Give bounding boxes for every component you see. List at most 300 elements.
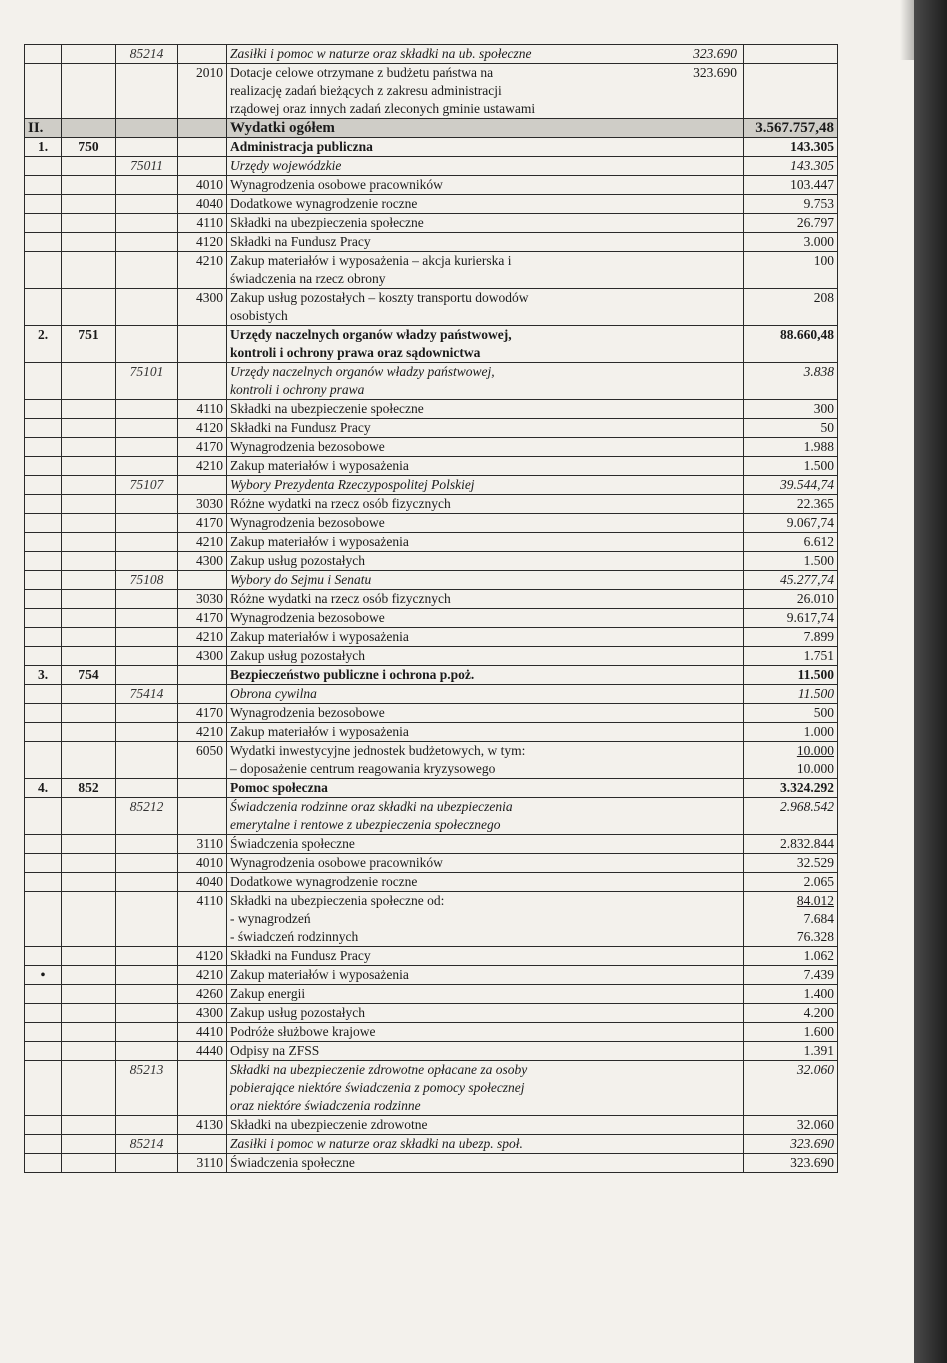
rozdzial-code [116,214,178,233]
table-row [25,647,838,666]
table-row [25,64,838,119]
description-line: Zakup materiałów i wyposażenia [230,629,409,644]
description-cell [227,252,744,289]
paragraf-code: 3030 [178,495,227,514]
scan-shadow [900,0,914,60]
description-cell [227,742,744,779]
item-number [25,1135,62,1154]
description-cell [227,647,744,666]
item-number [25,1061,62,1116]
description-line: Urzędy naczelnych organów władzy państwowej, [230,364,495,379]
amount-cell [744,233,838,252]
amount-value: 3.567.757,48 [755,120,834,136]
amount-value: 2.832.844 [780,836,834,851]
paragraf-code [178,326,227,363]
rozdzial-code [116,985,178,1004]
item-number: 4. [25,779,62,798]
dzial-code [62,514,116,533]
amount-cell [744,723,838,742]
dzial-code [62,947,116,966]
amount-value: 32.060 [796,1117,834,1132]
rozdzial-code [116,835,178,854]
paragraf-code [178,157,227,176]
description-cell [227,1154,744,1173]
amount-cell [744,798,838,835]
item-number [25,742,62,779]
amount-value: 3.324.292 [780,780,834,795]
table-row [25,985,838,1004]
item-number [25,400,62,419]
table-row [25,1154,838,1173]
paragraf-code: 4210 [178,457,227,476]
dzial-code: 751 [62,326,116,363]
table-row [25,798,838,835]
item-number [25,892,62,947]
description-cell [227,119,744,138]
description-line: kontroli i ochrony prawa [230,382,365,397]
amount-value: 9.067,74 [786,515,834,530]
paragraf-code: 4110 [178,214,227,233]
table-row [25,609,838,628]
item-number [25,195,62,214]
amount-value: 11.500 [797,686,834,701]
dzial-code [62,704,116,723]
paragraf-code [178,685,227,704]
amount-value: 323.690 [693,46,737,61]
table-row [25,1061,838,1116]
dzial-code [62,233,116,252]
paragraf-code [178,119,227,138]
paragraf-code: 3110 [178,1154,227,1173]
dzial-code [62,1061,116,1116]
table-row [25,571,838,590]
rozdzial-code [116,723,178,742]
item-number [25,495,62,514]
description-line: Składki na Fundusz Pracy [230,420,371,435]
dzial-code [62,892,116,947]
amount-value: 10.000 [796,761,834,776]
item-number [25,289,62,326]
item-number [25,233,62,252]
table-row [25,214,838,233]
description-line: Składki na ubezpieczenia społeczne od: [230,893,445,908]
dzial-code [62,742,116,779]
description-line: osobistych [230,308,288,323]
paragraf-code [178,779,227,798]
paragraf-code [178,1061,227,1116]
amount-value: 6.612 [803,534,834,549]
rozdzial-code [116,64,178,119]
amount-cell [744,176,838,195]
rozdzial-code [116,138,178,157]
rozdzial-code [116,1154,178,1173]
paragraf-code [178,363,227,400]
description-cell [227,798,744,835]
dzial-code: 754 [62,666,116,685]
item-number [25,252,62,289]
dzial-code [62,571,116,590]
table-row [25,947,838,966]
rozdzial-code [116,233,178,252]
rozdzial-code [116,495,178,514]
description-line: Świadczenia społeczne [230,836,355,851]
paragraf-code [178,1135,227,1154]
paragraf-code: 4210 [178,252,227,289]
amount-cell [744,1154,838,1173]
item-number [25,1042,62,1061]
amount-value: 208 [813,290,834,305]
paragraf-code: 4040 [178,873,227,892]
table-row [25,704,838,723]
description-line: Wynagrodzenia bezosobowe [230,610,385,625]
description-cell [227,495,744,514]
paragraf-code: 4110 [178,400,227,419]
description-cell [227,1116,744,1135]
rozdzial-code [116,966,178,985]
description-line: Bezpieczeństwo publiczne i ochrona p.poż. [230,667,475,682]
paragraf-code [178,571,227,590]
rozdzial-code [116,590,178,609]
table-row [25,233,838,252]
description-cell [227,138,744,157]
amount-cell [744,590,838,609]
amount-value: 32.060 [796,1062,834,1077]
dzial-code [62,1042,116,1061]
rozdzial-code [116,666,178,685]
paragraf-code: 4210 [178,966,227,985]
table-row [25,1004,838,1023]
description-cell [227,590,744,609]
amount-value: 9.617,74 [786,610,834,625]
description-line: Wydatki ogółem [230,120,335,136]
amount-value: 22.365 [796,496,834,511]
amount-value: 39.544,74 [780,477,834,492]
description-line: Składki na ubezpieczenia społeczne [230,215,424,230]
amount-cell [744,1023,838,1042]
table-row [25,552,838,571]
table-row [25,892,838,947]
description-line: Składki na ubezpieczenie zdrowotne opłacane za osoby [230,1062,528,1077]
amount-cell [744,892,838,947]
description-line: Zakup materiałów i wyposażenia [230,458,409,473]
rozdzial-code [116,326,178,363]
item-number [25,685,62,704]
amount-value: 7.439 [803,967,834,982]
description-line: kontroli i ochrony prawa oraz sądownictwa [230,345,481,360]
description-cell [227,363,744,400]
paragraf-code: 4010 [178,854,227,873]
description-line: Obrona cywilna [230,686,317,701]
rozdzial-code [116,1004,178,1023]
amount-value: 1.400 [803,986,834,1001]
description-line: - świadczeń rodzinnych [230,929,359,944]
description-line: emerytalne i rentowe z ubezpieczenia społecznego [230,817,501,832]
item-number: • [25,966,62,985]
item-number [25,854,62,873]
rozdzial-code [116,1023,178,1042]
description-line: Zakup materiałów i wyposażenia – akcja kurierska i [230,253,512,268]
item-number [25,176,62,195]
description-line: – doposażenie centrum reagowania kryzysowego [230,761,496,776]
item-number [25,1116,62,1135]
description-line: Różne wydatki na rzecz osób fizycznych [230,496,451,511]
description-cell [227,835,744,854]
amount-cell [744,1061,838,1116]
rozdzial-code [116,195,178,214]
dzial-code [62,533,116,552]
paragraf-code [178,138,227,157]
description-cell [227,400,744,419]
description-line: Wybory Prezydenta Rzeczypospolitej Polskiej [230,477,475,492]
description-line: Dodatkowe wynagrodzenie roczne [230,874,418,889]
paragraf-code: 4170 [178,704,227,723]
table-row [25,419,838,438]
amount-value: 143.305 [790,139,834,154]
table-row [25,723,838,742]
rozdzial-code [116,552,178,571]
paragraf-code: 4300 [178,1004,227,1023]
amount-cell [744,779,838,798]
table-row [25,363,838,400]
item-number [25,647,62,666]
paragraf-code: 4300 [178,289,227,326]
rozdzial-code [116,176,178,195]
paragraf-code [178,45,227,64]
dzial-code [62,609,116,628]
dzial-code [62,289,116,326]
dzial-code [62,1116,116,1135]
description-line: rządowej oraz innych zadań zleconych gminie ustawami [230,101,536,116]
amount-cell [744,45,838,64]
rozdzial-code [116,704,178,723]
dzial-code [62,363,116,400]
description-cell [227,571,744,590]
dzial-code [62,873,116,892]
item-number [25,590,62,609]
rozdzial-code [116,609,178,628]
amount-value: 7.899 [803,629,834,644]
table-row [25,966,838,985]
item-number: 2. [25,326,62,363]
amount-value: 3.838 [803,364,834,379]
item-number: 1. [25,138,62,157]
dzial-code [62,966,116,985]
dzial-code [62,798,116,835]
item-number [25,476,62,495]
amount-value: 1.751 [803,648,834,663]
amount-cell [744,1116,838,1135]
paragraf-code: 4010 [178,176,227,195]
amount-cell [744,947,838,966]
dzial-code [62,628,116,647]
dzial-code [62,119,116,138]
rozdzial-code: 85212 [116,798,178,835]
dzial-code [62,45,116,64]
table-row [25,138,838,157]
description-line: oraz niektóre świadczenia rodzinne [230,1098,421,1113]
dzial-code [62,985,116,1004]
rozdzial-code [116,533,178,552]
amount-value: 1.000 [803,724,834,739]
amount-value: 26.797 [796,215,834,230]
amount-cell [744,685,838,704]
description-cell [227,514,744,533]
amount-cell [744,1004,838,1023]
dzial-code [62,1023,116,1042]
item-number [25,1004,62,1023]
item-number [25,457,62,476]
amount-value: 323.690 [693,65,737,80]
amount-cell [744,514,838,533]
dzial-code [62,64,116,119]
item-number [25,723,62,742]
rozdzial-code: 85214 [116,1135,178,1154]
dzial-code [62,685,116,704]
description-line: Dotacje celowe otrzymane z budżetu państwa na [230,65,494,80]
description-cell [227,233,744,252]
rozdzial-code [116,1042,178,1061]
amount-value: 1.600 [803,1024,834,1039]
paragraf-code: 4210 [178,533,227,552]
amount-cell [744,214,838,233]
dzial-code [62,419,116,438]
paragraf-code: 4170 [178,514,227,533]
dzial-code [62,476,116,495]
amount-cell [744,854,838,873]
description-line: Podróże służbowe krajowe [230,1024,376,1039]
description-cell [227,947,744,966]
description-cell [227,552,744,571]
paragraf-code: 4130 [178,1116,227,1135]
item-number: II. [25,119,62,138]
rozdzial-code: 75011 [116,157,178,176]
description-line: Urzędy naczelnych organów władzy państwowej, [230,327,512,342]
dzial-code [62,1154,116,1173]
amount-cell [744,363,838,400]
table-row [25,326,838,363]
description-line: Składki na ubezpieczenie społeczne [230,401,424,416]
description-cell [227,985,744,1004]
description-line: świadczenia na rzecz obrony [230,271,386,286]
item-number [25,798,62,835]
table-row [25,119,838,138]
amount-value: 10.000 [796,743,834,758]
amount-value: 3.000 [803,234,834,249]
table-row [25,157,838,176]
table-row [25,685,838,704]
description-line: Zakup materiałów i wyposażenia [230,967,409,982]
rozdzial-code [116,742,178,779]
amount-value: 7.684 [803,911,834,926]
description-cell [227,195,744,214]
paragraf-code [178,798,227,835]
paragraf-code: 4120 [178,947,227,966]
amount-cell [744,609,838,628]
paragraf-code: 4440 [178,1042,227,1061]
description-line: realizację zadań bieżących z zakresu administracji [230,83,502,98]
item-number [25,157,62,176]
rozdzial-code [116,400,178,419]
paragraf-code [178,476,227,495]
amount-value: 2.065 [803,874,834,889]
amount-cell [744,1042,838,1061]
amount-value: 1.500 [803,458,834,473]
description-line: pobierające niektóre świadczenia z pomocy społecznej [230,1080,525,1095]
paragraf-code: 3030 [178,590,227,609]
item-number [25,609,62,628]
description-line: Świadczenia społeczne [230,1155,355,1170]
amount-value: 1.391 [803,1043,834,1058]
item-number [25,363,62,400]
description-line: Wynagrodzenia osobowe pracowników [230,177,443,192]
item-number [25,571,62,590]
description-line: Zakup materiałów i wyposażenia [230,534,409,549]
amount-cell [744,289,838,326]
item-number [25,985,62,1004]
paragraf-code: 4120 [178,233,227,252]
item-number [25,1154,62,1173]
dzial-code [62,195,116,214]
amount-cell [744,252,838,289]
paragraf-code [178,666,227,685]
paragraf-code: 4300 [178,552,227,571]
description-line: Zakup usług pozostałych [230,1005,365,1020]
description-line: Wynagrodzenia bezosobowe [230,705,385,720]
amount-cell [744,400,838,419]
table-row [25,1116,838,1135]
amount-cell [744,742,838,779]
paragraf-code: 4300 [178,647,227,666]
amount-cell [744,985,838,1004]
description-line: Odpisy na ZFSS [230,1043,320,1058]
paragraf-code: 6050 [178,742,227,779]
dzial-code [62,214,116,233]
dzial-code [62,723,116,742]
description-cell [227,779,744,798]
amount-cell [744,647,838,666]
description-cell [227,64,744,119]
amount-value: 323.690 [790,1155,834,1170]
amount-cell [744,495,838,514]
table-row [25,873,838,892]
amount-cell [744,666,838,685]
description-cell [227,214,744,233]
description-cell [227,533,744,552]
description-cell [227,289,744,326]
description-line: Zasiłki i pomoc w naturze oraz składki na ub. społeczne [230,46,532,61]
description-cell [227,666,744,685]
dzial-code [62,438,116,457]
amount-cell [744,966,838,985]
table-row [25,854,838,873]
rozdzial-code: 75414 [116,685,178,704]
description-cell [227,157,744,176]
amount-cell [744,704,838,723]
dzial-code [62,835,116,854]
table-body [25,45,838,1173]
amount-value: 1.500 [803,553,834,568]
paragraf-code: 4260 [178,985,227,1004]
rozdzial-code [116,854,178,873]
rozdzial-code [116,119,178,138]
description-cell [227,457,744,476]
rozdzial-code [116,419,178,438]
item-number [25,514,62,533]
amount-cell [744,533,838,552]
item-number [25,704,62,723]
table-row [25,1023,838,1042]
rozdzial-code [116,892,178,947]
